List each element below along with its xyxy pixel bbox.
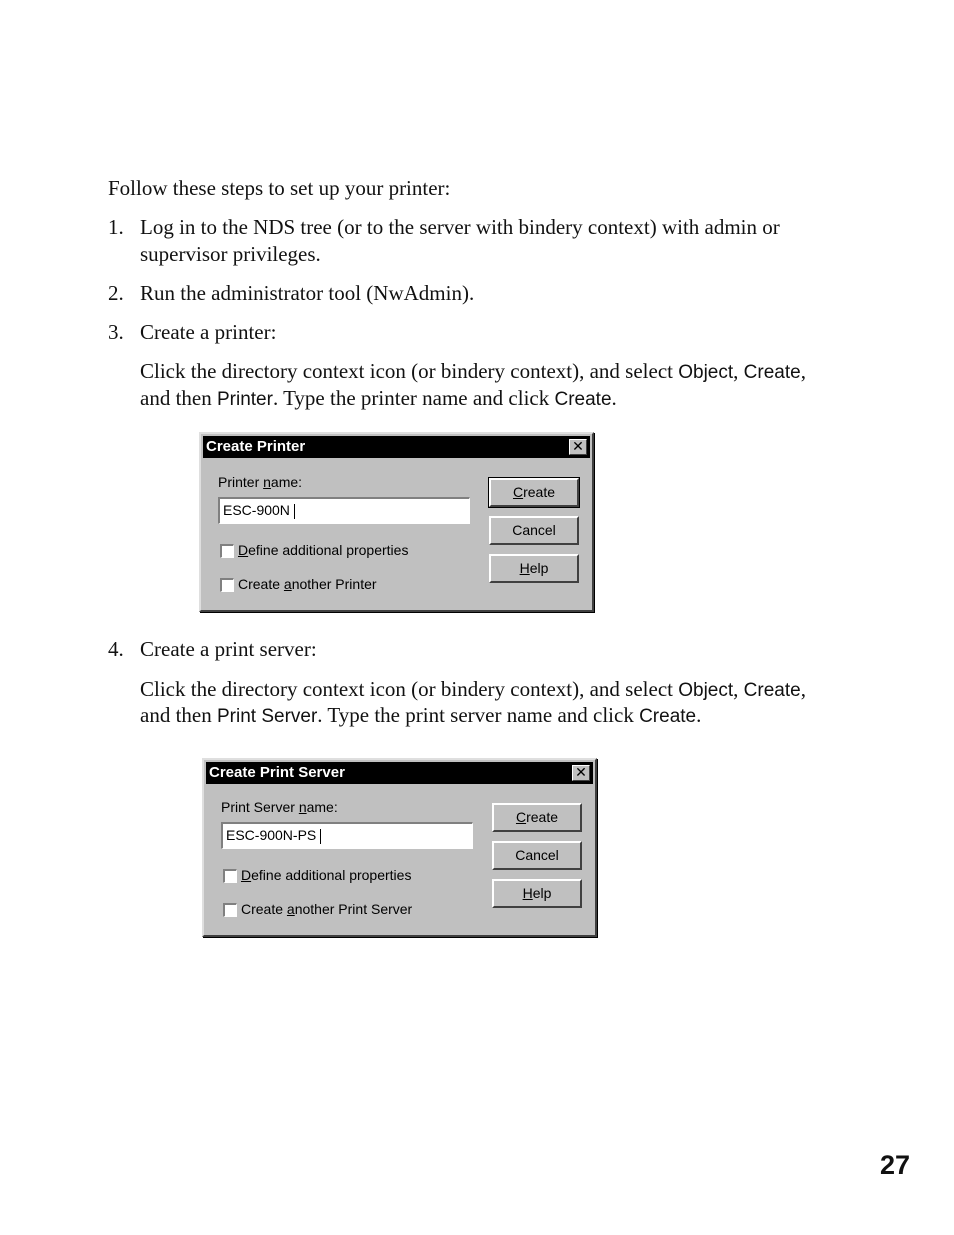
help-button[interactable]: Help [489,554,579,583]
define-properties-checkbox[interactable] [223,869,237,883]
step-detail-line: Click the directory context icon (or bindery context), and select Object, Create, [140,359,806,383]
intro-text: Follow these steps to set up your printer: [108,176,451,200]
page-number: 27 [879,1150,910,1180]
ui-term: Print Server [216,706,318,727]
step-text: Log in to the NDS tree (or to the server with bindery context) with admin or [140,215,780,239]
create-another-checkbox[interactable] [220,578,234,592]
print-server-name-input[interactable]: ESC-900N-PS [221,822,473,849]
step-text: supervisor privileges. [140,242,321,266]
step-number: 1. [108,215,124,239]
step-text: Run the administrator tool (NwAdmin). [140,281,475,305]
printer-name-input[interactable]: ESC-900N [218,497,470,524]
dialog-titlebar[interactable] [206,762,593,784]
create-button[interactable]: Create [489,478,579,507]
step-text: Create a print server: [140,637,317,661]
help-button[interactable]: Help [492,879,582,908]
step-text: Create a printer: [140,320,277,344]
define-properties-label: Define additional properties [241,867,412,883]
create-printer-dialog [199,432,594,612]
ui-term: Create [743,362,801,383]
dialog-titlebar[interactable] [203,436,590,458]
close-icon[interactable]: ✕ [572,765,590,781]
create-print-server-dialog [202,758,597,937]
step-number: 4. [108,637,124,661]
step-number: 2. [108,281,124,305]
text-cursor [320,829,321,844]
ui-term: Object [678,680,734,701]
create-another-label: Create another Printer [238,576,377,592]
create-another-checkbox[interactable] [223,903,237,917]
step-number: 3. [108,320,124,344]
dialog-title: Create Printer [206,438,306,455]
step-detail-line: and then Print Server. Type the print server name and click Create. [140,703,702,727]
ui-term: Printer [216,389,273,410]
dialog-title: Create Print Server [209,764,345,781]
define-properties-checkbox[interactable] [220,544,234,558]
ui-term: Create [743,680,801,701]
printer-name-label: Printer name: [218,474,303,490]
create-button[interactable]: Create [492,803,582,832]
cancel-button[interactable]: Cancel [489,516,579,545]
close-icon[interactable]: ✕ [569,439,587,455]
print-server-name-label: Print Server name: [221,799,338,815]
create-another-label: Create another Print Server [241,901,413,917]
step-detail-line: Click the directory context icon (or bindery context), and select Object, Create, [140,677,806,701]
ui-term: Create [554,389,612,410]
step-detail-line: and then Printer. Type the printer name and click Create. [140,386,617,410]
ui-term: Object [678,362,734,383]
text-cursor [294,504,295,519]
ui-term: Create [639,706,697,727]
cancel-button[interactable]: Cancel [492,841,582,870]
define-properties-label: Define additional properties [238,542,409,558]
